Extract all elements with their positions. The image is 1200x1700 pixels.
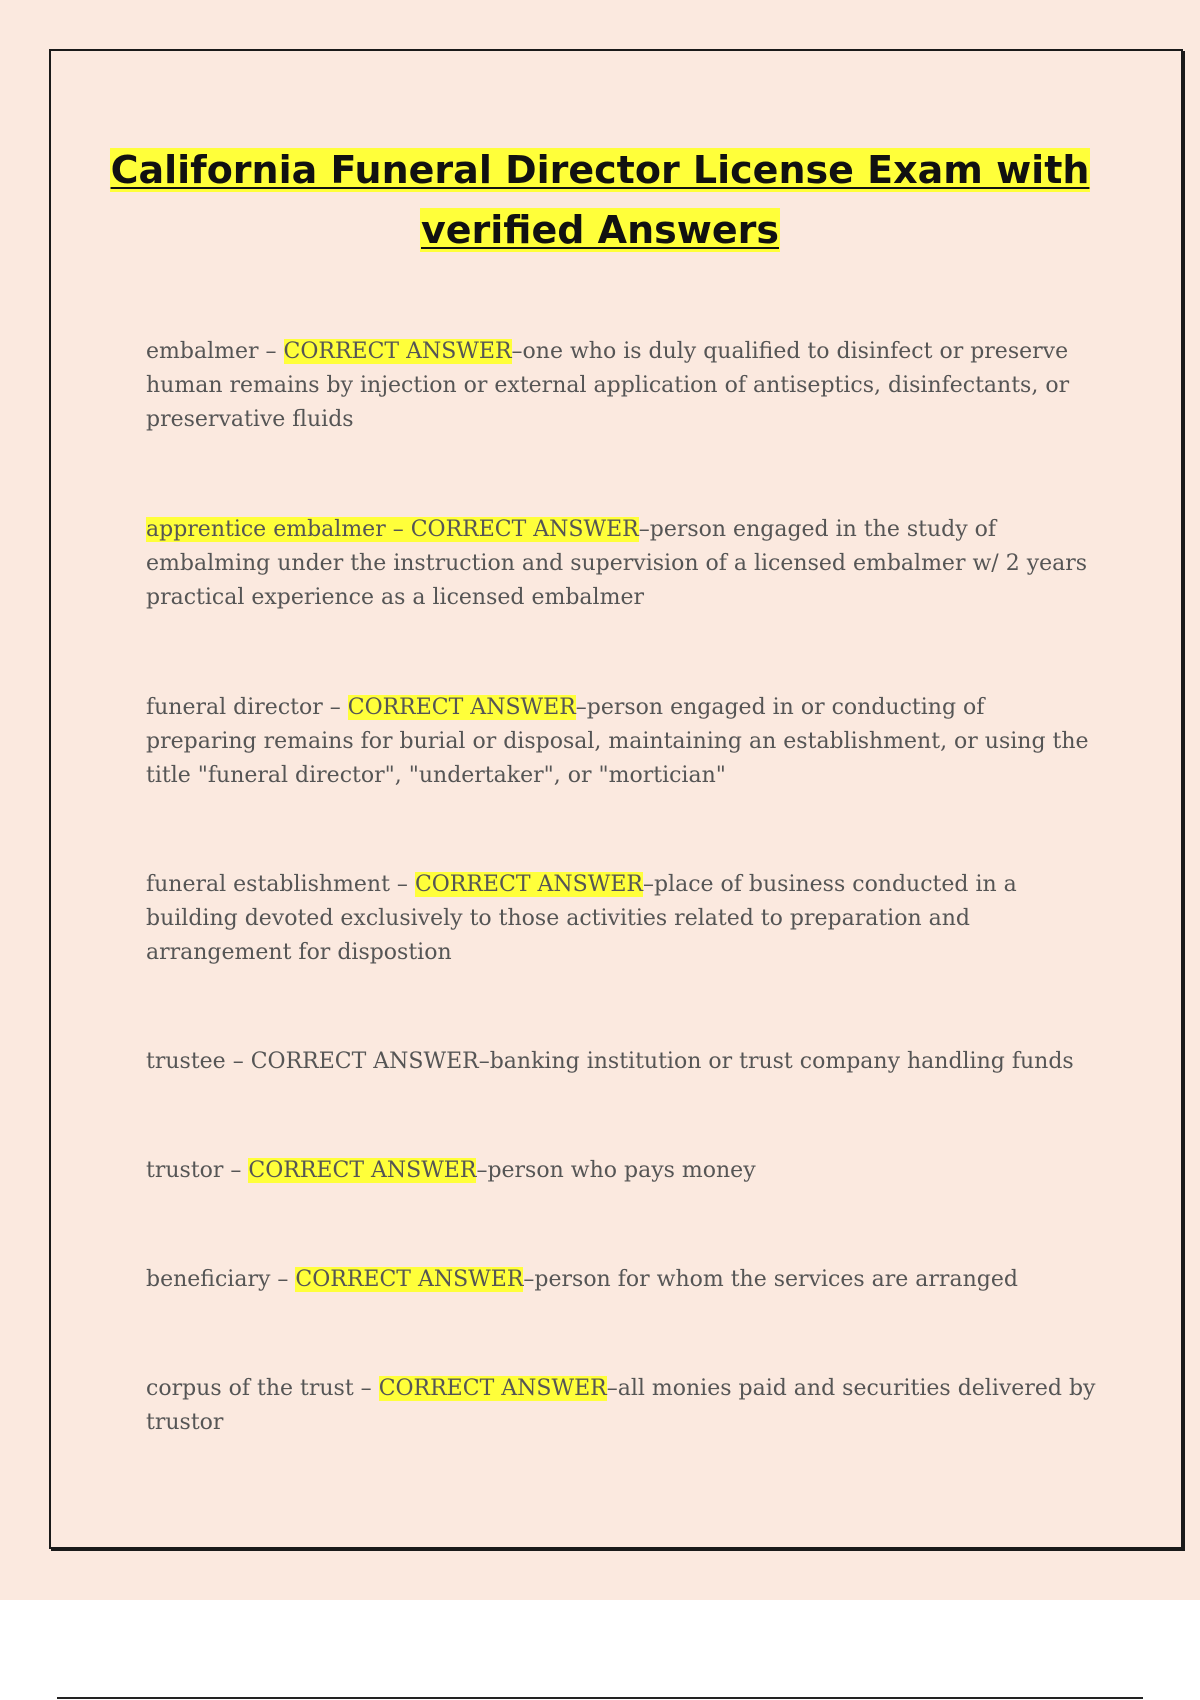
correct-answer-label: CORRECT ANSWER — [378, 1376, 607, 1401]
entry-term: funeral establishment — [146, 872, 390, 897]
answer-dash: – — [642, 872, 654, 897]
entry-separator: – — [225, 1049, 251, 1074]
next-page-divider — [57, 1697, 1143, 1699]
qa-entry — [146, 1045, 1096, 1079]
qa-entry — [146, 513, 1096, 615]
entry-definition: person engaged in or conducting of preparing remains for burial or disposal, maintaining an establishment, or using the title "funeral director", "undertaker", or "mortician" — [146, 695, 1089, 788]
entry-separator: – — [258, 339, 284, 364]
answer-dash: – — [638, 517, 650, 542]
qa-entry — [146, 691, 1096, 793]
entry-separator: – — [385, 517, 411, 542]
title-line-1: California Funeral Director License Exam with — [110, 148, 1090, 192]
entry-separator: – — [223, 1158, 249, 1183]
entry-definition: banking institution or trust company handling funds — [489, 1049, 1074, 1074]
answer-dash: – — [476, 1158, 488, 1183]
qa-entry — [146, 1372, 1096, 1440]
title-line-2: verified Answers — [421, 208, 779, 252]
entry-definition: person engaged in the study of embalming under the instruction and supervision of a licensed embalmer w/ 2 years practical experience as a licensed embalmer — [146, 517, 1088, 610]
entry-term: embalmer — [146, 339, 259, 364]
document-frame — [49, 49, 1183, 1549]
entry-separator: – — [389, 872, 415, 897]
correct-answer-label: CORRECT ANSWER — [295, 1267, 524, 1292]
correct-answer-label: CORRECT ANSWER — [414, 872, 643, 897]
entry-term: beneficiary — [146, 1267, 271, 1292]
answer-dash: – — [511, 339, 523, 364]
correct-answer-label: CORRECT ANSWER — [410, 517, 639, 542]
correct-answer-label: CORRECT ANSWER — [250, 1049, 479, 1074]
qa-entry — [146, 1263, 1096, 1297]
entry-definition: all monies paid and securities delivered by trustor — [146, 1376, 1096, 1435]
entry-term: trustee — [146, 1049, 226, 1074]
entry-separator: – — [353, 1376, 379, 1401]
entry-term: funeral director — [146, 695, 323, 720]
qa-entry — [146, 1154, 1096, 1188]
answer-dash: – — [523, 1267, 535, 1292]
correct-answer-label: CORRECT ANSWER — [248, 1158, 477, 1183]
correct-answer-label: CORRECT ANSWER — [347, 695, 576, 720]
entry-term: apprentice embalmer — [146, 517, 386, 542]
entry-definition: one who is duly qualified to disinfect or preserve human remains by injection or external application of antiseptics, disinfectants, or preservative fluids — [146, 339, 1070, 432]
qa-entry — [146, 335, 1096, 437]
entry-separator: – — [270, 1267, 296, 1292]
entry-term: corpus of the trust — [146, 1376, 354, 1401]
answer-dash: – — [478, 1049, 490, 1074]
entry-term: trustor — [146, 1158, 224, 1183]
entry-definition: place of business conducted in a building devoted exclusively to those activities related to preparation and arrangement for dispostion — [146, 872, 1017, 965]
entry-definition: person for whom the services are arranged — [534, 1267, 1018, 1292]
qa-entry — [146, 868, 1096, 970]
answer-dash: – — [606, 1376, 618, 1401]
correct-answer-label: CORRECT ANSWER — [283, 339, 512, 364]
entry-separator: – — [322, 695, 348, 720]
entry-definition: person who pays money — [487, 1158, 756, 1183]
document-title — [100, 140, 1100, 260]
answer-dash: – — [575, 695, 587, 720]
